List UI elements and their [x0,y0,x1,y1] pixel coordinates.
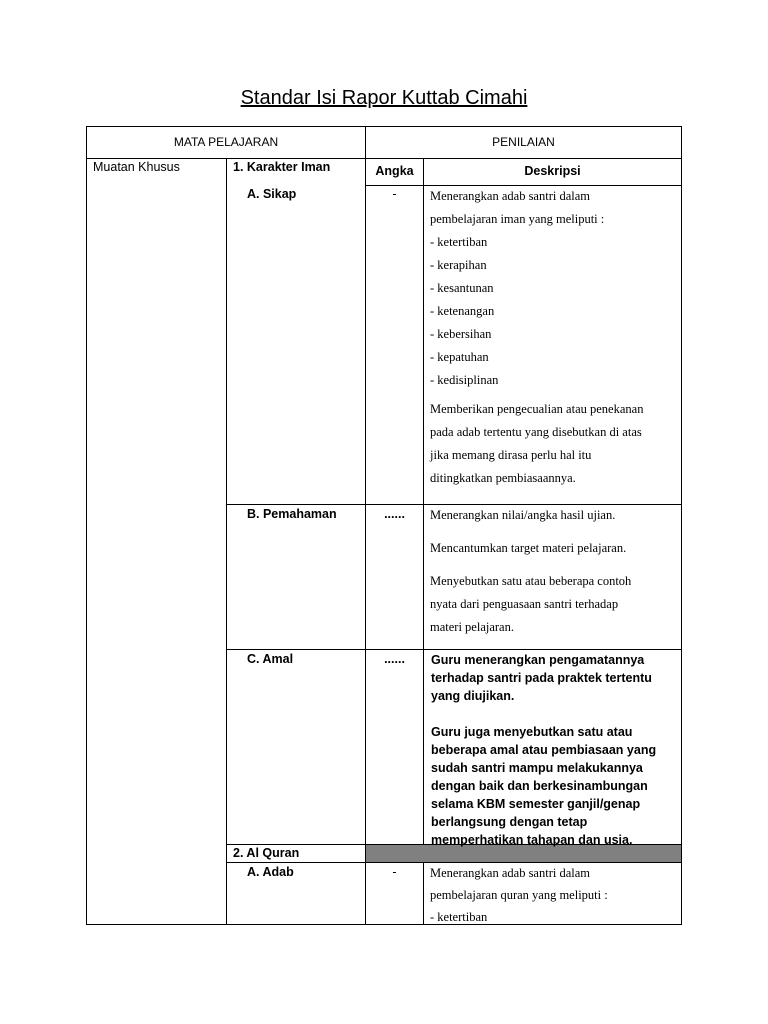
adab-label: A. Adab [247,865,294,879]
table-divider [365,158,366,925]
desc-line: selama KBM semester ganjil/genap [431,797,641,811]
table-border-right [681,126,682,925]
amal-deskripsi [431,651,679,849]
muatan-khusus-label: Muatan Khusus [93,160,180,174]
desc-line: sudah santri mampu melakukannya [431,761,643,775]
col-deskripsi-header: Deskripsi [524,164,581,178]
desc-line: yang diujikan. [431,689,515,703]
desc-line: Menerangkan nilai/angka hasil ujian. [430,508,616,522]
desc-line: Menerangkan adab santri dalam [430,189,591,203]
list-item: - kepatuhan [430,350,489,364]
desc-line: ditingkatkan pembiasaannya. [430,471,576,485]
adab-deskripsi [430,862,678,928]
desc-line: pada adab tertentu yang disebutkan di atas [430,425,642,439]
karakter-iman-label: 1. Karakter Iman [233,160,331,174]
table-divider [86,158,682,159]
desc-line: beberapa amal atau pembiasaan yang [431,743,657,757]
desc-line: Menyebutkan satu atau beberapa contoh [430,574,632,588]
sikap-note [430,398,678,490]
pemahaman-angka: ...... [384,507,405,521]
desc-line: dengan baik dan berkesinambungan [431,779,648,793]
list-item: - kebersihan [430,327,492,341]
list-item: - ketertiban [430,910,488,924]
desc-line: jika memang dirasa perlu hal itu [430,448,592,462]
desc-line: Mencantumkan target materi pelajaran. [430,541,627,555]
sikap-label: A. Sikap [247,187,297,201]
header-mata-pelajaran: MATA PELAJARAN [173,135,279,149]
list-item: - kedisiplinan [430,373,499,387]
table-divider [226,158,227,925]
desc-line: pembelajaran iman yang meliputi : [430,212,605,226]
sikap-deskripsi [430,185,678,392]
desc-line: Memberikan pengecualian atau penekanan [430,402,644,416]
desc-line: pembelajaran quran yang meliputi : [430,888,608,902]
list-item: - ketertiban [430,235,488,249]
table-border-top [86,126,682,127]
col-angka-header: Angka [375,164,414,178]
desc-line: Guru menerangkan pengamatannya [431,653,645,667]
desc-line: berlangsung dengan tetap [431,815,588,829]
page-title: Standar Isi Rapor Kuttab Cimahi [240,87,528,109]
header-penilaian: PENILAIAN [492,135,555,149]
desc-line: nyata dari penguasaan santri terhadap [430,597,619,611]
alquran-label: 2. Al Quran [233,846,300,860]
desc-line: memperhatikan tahapan dan usia. [431,833,633,847]
desc-line: Guru juga menyebutkan satu atau [431,725,633,739]
list-item: - kerapihan [430,258,487,272]
pemahaman-deskripsi [430,504,678,639]
table-divider [226,649,682,650]
sikap-angka: - [392,187,397,201]
table-divider [423,158,424,925]
pemahaman-label: B. Pemahaman [247,507,337,521]
amal-angka: ...... [384,652,405,666]
list-item: - kesantunan [430,281,494,295]
amal-label: C. Amal [247,652,294,666]
table-border-left [86,126,87,925]
list-item: - ketenangan [430,304,495,318]
desc-line: Menerangkan adab santri dalam [430,866,591,880]
desc-line: materi pelajaran. [430,620,514,634]
adab-angka: - [392,865,397,879]
desc-line: terhadap santri pada praktek tertentu [431,671,652,685]
